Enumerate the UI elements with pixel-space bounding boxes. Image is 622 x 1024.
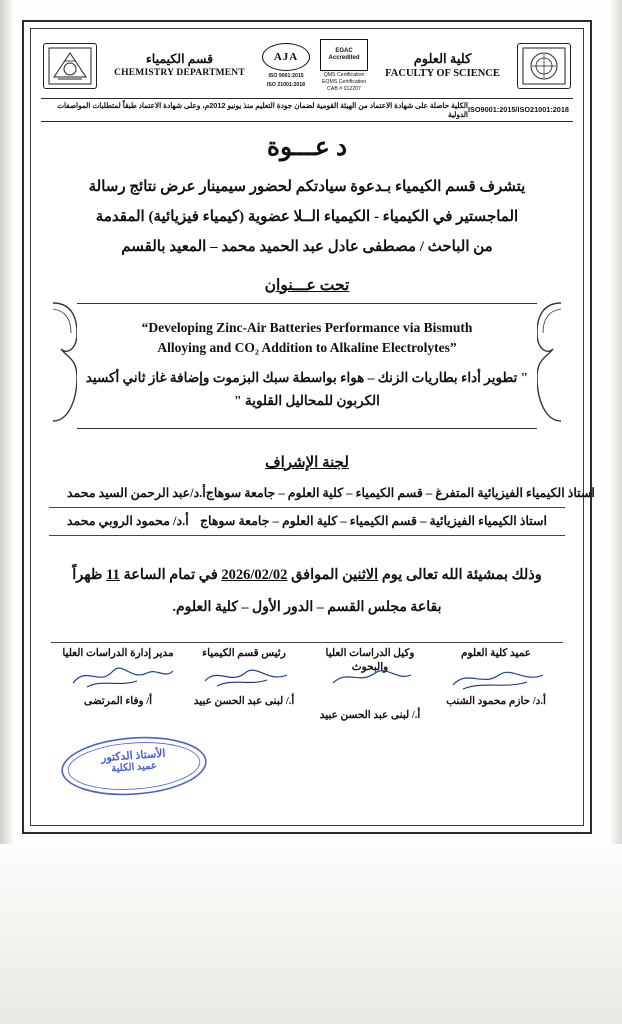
iso-note-standards: ISO9001:2015/ISO21001:2018: [467, 105, 569, 115]
invitation-line-3: من الباحث / مصطفى عادل عبد الحميد محمد – المعيد بالقسم: [121, 238, 493, 255]
iso-note-arabic: الكلية حاصلة على شهادة الاعتماد من الهيئة القومية لضمان جودة التعليم منذ يونيو 2012م، وعلى شهادة الاعتماد طبقاً لمتطلبات المواصفات الدولية: [57, 100, 468, 119]
signature-block: [307, 647, 433, 720]
signature-role: عميد كلية العلوم: [460, 648, 532, 660]
event-day: الاثنين: [342, 566, 379, 583]
handwritten-signature-icon: [187, 661, 307, 691]
accreditation-marks: [262, 39, 368, 93]
supervisors-heading: لجنة الإشراف: [265, 454, 349, 471]
invitation-paragraph: [41, 172, 573, 262]
event-date: 2026/02/02: [221, 566, 288, 583]
supervisor-row: [49, 508, 565, 536]
university-seal-left-icon: [517, 43, 571, 89]
invitation-line-1: يتشرف قسم الكيمياء بـدعوة سيادتكم لحضور سيمينار عرض نتائج رسالة: [88, 178, 526, 195]
supervisor-name: أ.د/ محمود الروبي محمد: [67, 513, 189, 528]
faculty-title: كلية العلوم FACULTY OF SCIENCE: [385, 51, 500, 80]
thesis-title-box: [77, 303, 537, 429]
thesis-title-banner: [51, 299, 563, 437]
datetime-prefix: وذلك بمشيئة الله تعالى يوم: [381, 566, 542, 583]
supervisor-name: أ.د/عبد الرحمن السيد محمد: [67, 485, 206, 500]
event-time: 11: [106, 566, 120, 583]
signature-name: أ./ لبنى عبد الحسن عبيد: [319, 709, 421, 721]
datetime-mid-2: في تمام الساعة: [123, 566, 218, 583]
signature-block: [55, 647, 181, 720]
header-divider-2: [41, 121, 573, 122]
supervisor-role: استاذ الكيمياء الفيزيائية المتفرغ – قسم الكيمياء – كلية العلوم – جامعة سوهاج: [205, 485, 595, 500]
signature-role: مدير إدارة الدراسات العليا: [62, 648, 174, 660]
signature-row: [41, 643, 573, 720]
signature-block: [433, 647, 559, 720]
supervisor-role: استاذ الكيمياء الفيزيائية – قسم الكيمياء – كلية العلوم – جامعة سوهاج: [199, 513, 547, 528]
datetime-mid: الموافق: [291, 566, 339, 583]
document-content: [31, 29, 595, 825]
page-title: د عـــوة: [266, 133, 348, 161]
signature-name: أ/ وفاء المرتضى: [83, 695, 153, 707]
department-title: قسم الكيمياء CHEMISTRY DEPARTMENT: [114, 52, 245, 78]
event-datetime: [41, 562, 573, 590]
aja-certification-icon: AJA ISO 9001:2015 ISO 21001:2018: [262, 43, 310, 88]
thesis-title-english: [142, 318, 473, 357]
thesis-title-label: تحت عـــنوان: [264, 276, 350, 294]
invitation-line-2: الماجستير في الكيمياء - الكيمياء الــلا عضوية (كيمياء فيزيائية) المقدمة: [95, 208, 519, 225]
document-header: [41, 35, 573, 95]
scan-edge-bottom: [0, 844, 622, 1024]
scroll-curl-right-icon: [533, 299, 563, 429]
signature-block: [181, 647, 307, 720]
supervisor-row: [49, 480, 595, 508]
thesis-title-arabic: [86, 367, 528, 413]
handwritten-signature-icon: [439, 661, 559, 691]
event-time-suffix: ظهراً: [72, 566, 103, 583]
thesis-title-english-line-2: Alloying and CO₂ Addition to Alkaline Electrolytes”: [157, 339, 457, 355]
egac-accreditation-icon: EGAC Accredited QMS Certification EOMS Certification CAB # 012207: [320, 39, 368, 93]
handwritten-signature-icon: [61, 661, 181, 691]
document-sheet: [22, 20, 595, 834]
university-seal-right-icon: [43, 43, 97, 89]
handwritten-signature-icon: [313, 661, 433, 691]
thesis-title-arabic-line-2: الكربون للمحاليل القلوية ": [234, 393, 380, 409]
iso-note-bar: [41, 99, 573, 121]
event-location: بقاعة مجلس القسم – الدور الأول – كلية العلوم.: [172, 600, 442, 616]
signature-role: وكيل الدراسات العليا والبحوث: [325, 648, 415, 673]
signature-name: أ.د/ حازم محمود الشنب: [446, 695, 546, 707]
dean-stamp: [57, 730, 211, 802]
stamp-line-2: عميد الكلية: [110, 760, 158, 775]
document-inner-border: [30, 28, 595, 826]
signature-role: رئيس قسم الكيمياء: [202, 648, 286, 660]
stamp-line-1: الأستاذ الدكتور: [100, 747, 166, 765]
thesis-title-english-line-1: “Developing Zinc-Air Batteries Performance via Bismuth: [141, 320, 473, 336]
thesis-title-arabic-line-1: " تطوير أداء بطاريات الزنك – هواء بواسطة سبك البزموت وإضافة غاز ثاني أكسيد: [85, 370, 529, 386]
signature-name: أ./ لبنى عبد الحسن عبيد: [193, 695, 295, 707]
